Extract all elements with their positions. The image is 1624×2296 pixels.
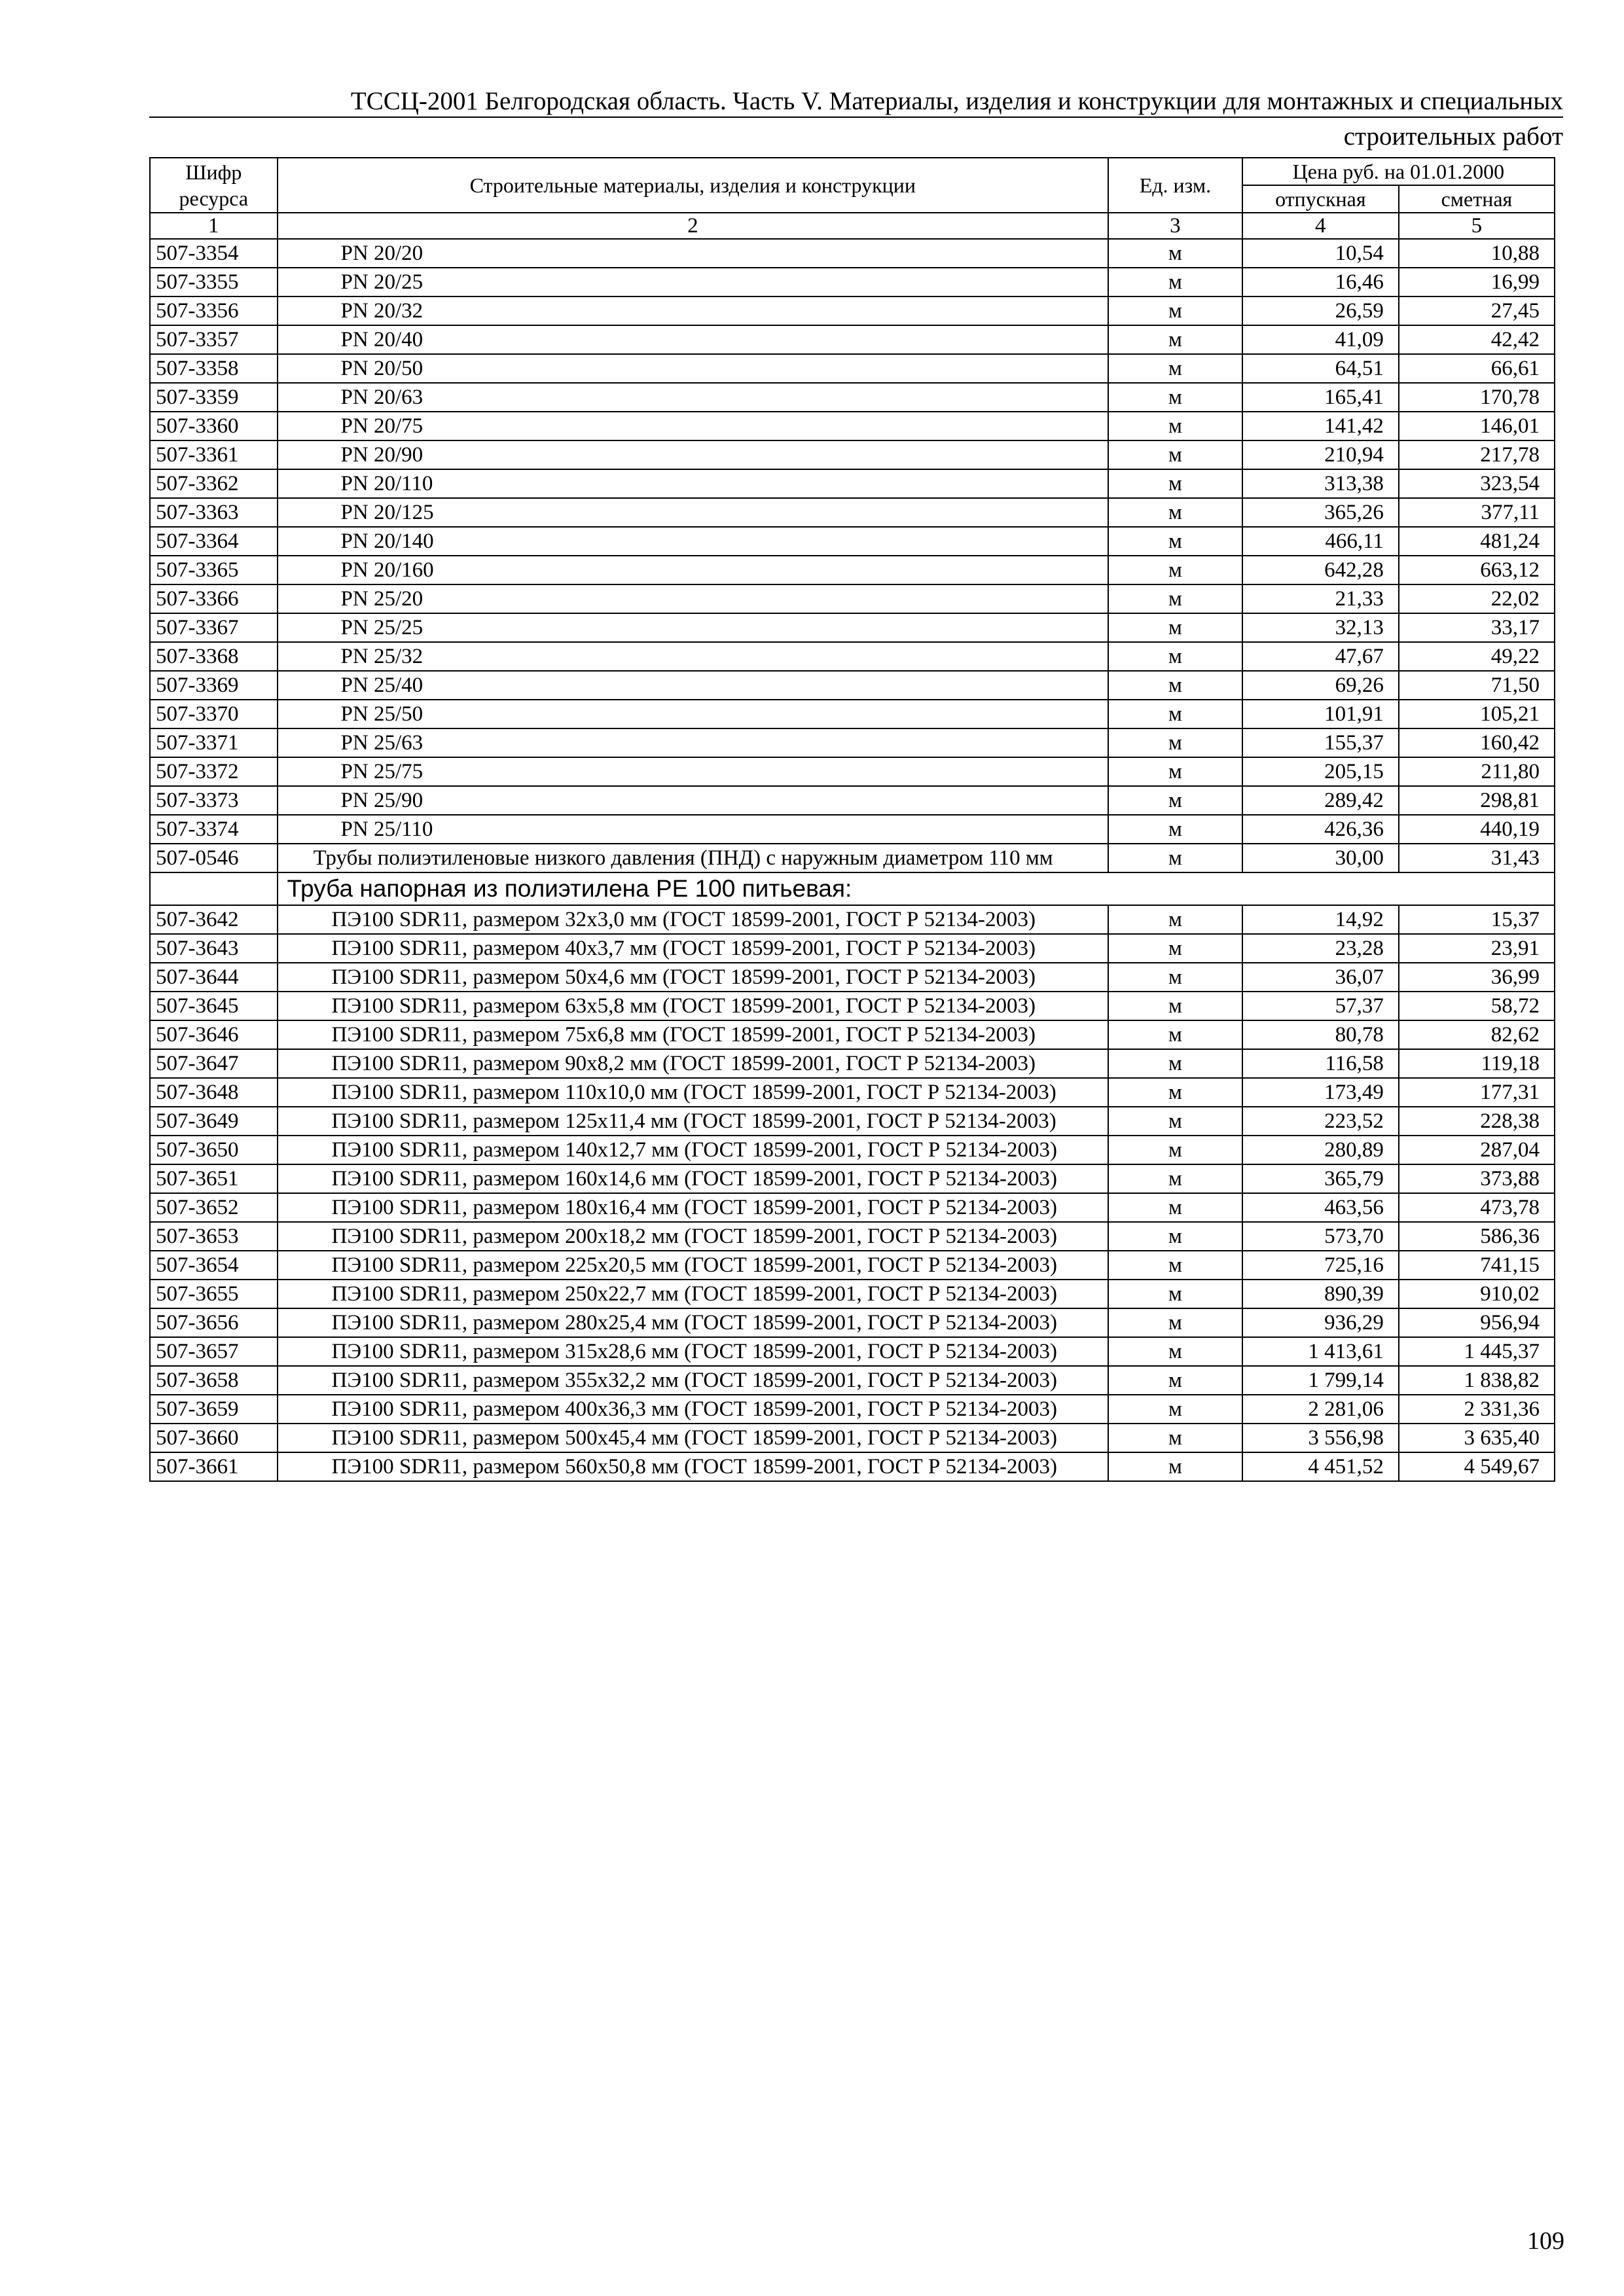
estimate-price: 663,12 [1399,556,1555,584]
unit: м [1108,1424,1242,1452]
unit: м [1108,1136,1242,1164]
sale-price: 223,52 [1242,1107,1399,1136]
table-row [150,412,1555,440]
resource-code: 507-3648 [150,1078,278,1107]
resource-name: PN 20/125 [278,498,1109,527]
resource-code: 507-3365 [150,556,278,584]
table-row [150,642,1555,671]
sale-price: 725,16 [1242,1251,1399,1280]
unit: м [1108,1366,1242,1395]
sale-price: 573,70 [1242,1222,1399,1251]
table-row [150,268,1555,296]
estimate-price: 160,42 [1399,728,1555,757]
estimate-price: 1 445,37 [1399,1337,1555,1366]
resource-name: ПЭ100 SDR11, размером 280х25,4 мм (ГОСТ 18599-2001, ГОСТ Р 52134-2003) [278,1308,1109,1337]
unit: м [1108,383,1242,412]
resource-code: 507-3369 [150,671,278,700]
unit: м [1108,296,1242,325]
group-title: Труба напорная из полиэтилена PE 100 питьевая: [278,872,1555,905]
sale-price: 10,54 [1242,239,1399,268]
estimate-price: 4 549,67 [1399,1452,1555,1481]
sale-price: 205,15 [1242,757,1399,786]
group-header-row [150,872,1555,905]
resource-name: ПЭ100 SDR11, размером 500х45,4 мм (ГОСТ 18599-2001, ГОСТ Р 52134-2003) [278,1424,1109,1452]
table-row [150,1193,1555,1222]
sale-price: 466,11 [1242,527,1399,556]
table-row [150,1337,1555,1366]
resource-name: PN 25/25 [278,613,1109,642]
col-number: 3 [1108,213,1242,239]
resource-code: 507-3661 [150,1452,278,1481]
resource-name: ПЭ100 SDR11, размером 50х4,6 мм (ГОСТ 18599-2001, ГОСТ Р 52134-2003) [278,963,1109,992]
estimate-price: 36,99 [1399,963,1555,992]
unit: м [1108,1251,1242,1280]
unit: м [1108,844,1242,872]
estimate-price: 15,37 [1399,905,1555,934]
resource-code: 507-3359 [150,383,278,412]
estimate-price: 956,94 [1399,1308,1555,1337]
table-row [150,671,1555,700]
resource-name: ПЭ100 SDR11, размером 200х18,2 мм (ГОСТ 18599-2001, ГОСТ Р 52134-2003) [278,1222,1109,1251]
resource-code: 507-3646 [150,1020,278,1049]
unit: м [1108,1107,1242,1136]
resource-code: 507-3660 [150,1424,278,1452]
unit: м [1108,1078,1242,1107]
sale-price: 210,94 [1242,440,1399,469]
table-row [150,440,1555,469]
unit: м [1108,1020,1242,1049]
resource-name: PN 20/160 [278,556,1109,584]
estimate-price: 10,88 [1399,239,1555,268]
resource-name: PN 25/110 [278,815,1109,844]
col-number: 1 [150,213,278,239]
unit: м [1108,325,1242,354]
estimate-price: 1 838,82 [1399,1366,1555,1395]
resource-name: ПЭ100 SDR11, размером 160х14,6 мм (ГОСТ 18599-2001, ГОСТ Р 52134-2003) [278,1164,1109,1193]
sale-price: 14,92 [1242,905,1399,934]
sale-price: 26,59 [1242,296,1399,325]
estimate-price: 211,80 [1399,757,1555,786]
estimate-price: 105,21 [1399,700,1555,728]
resource-code: 507-3372 [150,757,278,786]
resource-name: ПЭ100 SDR11, размером 40х3,7 мм (ГОСТ 18599-2001, ГОСТ Р 52134-2003) [278,934,1109,963]
resource-name: PN 20/110 [278,469,1109,498]
sale-price: 69,26 [1242,671,1399,700]
unit: м [1108,992,1242,1020]
estimate-price: 2 331,36 [1399,1395,1555,1424]
resource-code: 507-3366 [150,584,278,613]
sale-price: 173,49 [1242,1078,1399,1107]
table-row [150,527,1555,556]
unit: м [1108,1222,1242,1251]
resource-code: 507-3658 [150,1366,278,1395]
estimate-price: 119,18 [1399,1049,1555,1078]
resource-code: 507-3356 [150,296,278,325]
sale-price: 80,78 [1242,1020,1399,1049]
sale-price: 4 451,52 [1242,1452,1399,1481]
unit: м [1108,671,1242,700]
sale-price: 30,00 [1242,844,1399,872]
col-number: 5 [1399,213,1555,239]
price-table [149,157,1555,1482]
table-row [150,613,1555,642]
resource-code: 507-3654 [150,1251,278,1280]
table-row [150,757,1555,786]
resource-code: 507-3659 [150,1395,278,1424]
table-row [150,700,1555,728]
unit: м [1108,1280,1242,1308]
estimate-price: 741,15 [1399,1251,1555,1280]
resource-code: 507-3643 [150,934,278,963]
resource-code: 507-3370 [150,700,278,728]
sale-price: 141,42 [1242,412,1399,440]
col-header-name: Строительные материалы, изделия и конструкции [278,158,1109,213]
resource-name: ПЭ100 SDR11, размером 560х50,8 мм (ГОСТ 18599-2001, ГОСТ Р 52134-2003) [278,1452,1109,1481]
resource-name: ПЭ100 SDR11, размером 90х8,2 мм (ГОСТ 18599-2001, ГОСТ Р 52134-2003) [278,1049,1109,1078]
col-header-code: Шифр ресурса [150,158,278,213]
sale-price: 3 556,98 [1242,1424,1399,1452]
table-row [150,728,1555,757]
resource-code: 507-3655 [150,1280,278,1308]
resource-code: 507-3360 [150,412,278,440]
resource-code: 507-3644 [150,963,278,992]
col-number: 4 [1242,213,1399,239]
resource-name: PN 20/140 [278,527,1109,556]
estimate-price: 16,99 [1399,268,1555,296]
estimate-price: 481,24 [1399,527,1555,556]
sale-price: 64,51 [1242,354,1399,383]
sale-price: 1 413,61 [1242,1337,1399,1366]
resource-code: 507-3650 [150,1136,278,1164]
table-row [150,815,1555,844]
sale-price: 365,79 [1242,1164,1399,1193]
resource-name: PN 20/63 [278,383,1109,412]
resource-code: 507-3355 [150,268,278,296]
resource-code: 507-3357 [150,325,278,354]
sale-price: 23,28 [1242,934,1399,963]
resource-name: PN 25/50 [278,700,1109,728]
estimate-price: 440,19 [1399,815,1555,844]
table-row [150,1308,1555,1337]
page-header [149,85,1563,153]
resource-code: 507-3373 [150,786,278,815]
unit: м [1108,584,1242,613]
resource-name: PN 20/90 [278,440,1109,469]
unit: м [1108,1395,1242,1424]
unit: м [1108,1452,1242,1481]
resource-name: ПЭ100 SDR11, размером 110х10,0 мм (ГОСТ 18599-2001, ГОСТ Р 52134-2003) [278,1078,1109,1107]
estimate-price: 586,36 [1399,1222,1555,1251]
sale-price: 1 799,14 [1242,1366,1399,1395]
estimate-price: 228,38 [1399,1107,1555,1136]
resource-name: ПЭ100 SDR11, размером 355х32,2 мм (ГОСТ 18599-2001, ГОСТ Р 52134-2003) [278,1366,1109,1395]
estimate-price: 49,22 [1399,642,1555,671]
header-title-line-1: ТССЦ-2001 Белгородская область. Часть V. Материалы, изделия и конструкции для монтажных и специальных [350,87,1563,115]
header-title-line-2: строительных работ [1343,122,1563,151]
resource-name: PN 20/50 [278,354,1109,383]
estimate-price: 3 635,40 [1399,1424,1555,1452]
table-row [150,1424,1555,1452]
resource-name: PN 25/20 [278,584,1109,613]
resource-code: 507-3647 [150,1049,278,1078]
sale-price: 21,33 [1242,584,1399,613]
sale-price: 313,38 [1242,469,1399,498]
sale-price: 280,89 [1242,1136,1399,1164]
unit: м [1108,728,1242,757]
sale-price: 47,67 [1242,642,1399,671]
resource-name: ПЭ100 SDR11, размером 180х16,4 мм (ГОСТ 18599-2001, ГОСТ Р 52134-2003) [278,1193,1109,1222]
resource-name: ПЭ100 SDR11, размером 315х28,6 мм (ГОСТ 18599-2001, ГОСТ Р 52134-2003) [278,1337,1109,1366]
estimate-price: 23,91 [1399,934,1555,963]
resource-name: PN 20/25 [278,268,1109,296]
resource-code: 507-3651 [150,1164,278,1193]
estimate-price: 373,88 [1399,1164,1555,1193]
col-header-price: Цена руб. на 01.01.2000 [1242,158,1555,185]
page-number: 109 [1527,2227,1564,2255]
estimate-price: 82,62 [1399,1020,1555,1049]
resource-code: 507-3371 [150,728,278,757]
resource-code: 507-3656 [150,1308,278,1337]
table-row [150,1164,1555,1193]
estimate-price: 27,45 [1399,296,1555,325]
table-row [150,469,1555,498]
resource-code: 507-3657 [150,1337,278,1366]
unit: м [1108,1193,1242,1222]
estimate-price: 31,43 [1399,844,1555,872]
resource-name: PN 20/40 [278,325,1109,354]
table-row [150,239,1555,268]
estimate-price: 146,01 [1399,412,1555,440]
estimate-price: 58,72 [1399,992,1555,1020]
estimate-price: 170,78 [1399,383,1555,412]
table-row [150,383,1555,412]
estimate-price: 177,31 [1399,1078,1555,1107]
resource-name: PN 20/20 [278,239,1109,268]
sale-price: 57,37 [1242,992,1399,1020]
sale-price: 41,09 [1242,325,1399,354]
table-row [150,844,1555,872]
unit: м [1108,1049,1242,1078]
sale-price: 642,28 [1242,556,1399,584]
resource-code: 507-3374 [150,815,278,844]
resource-code: 507-3649 [150,1107,278,1136]
resource-code: 507-3645 [150,992,278,1020]
sale-price: 890,39 [1242,1280,1399,1308]
unit: м [1108,1337,1242,1366]
sale-price: 36,07 [1242,963,1399,992]
table-row [150,1280,1555,1308]
estimate-price: 71,50 [1399,671,1555,700]
unit: м [1108,556,1242,584]
unit: м [1108,268,1242,296]
table-row [150,992,1555,1020]
resource-code: 507-0546 [150,844,278,872]
sale-price: 16,46 [1242,268,1399,296]
unit: м [1108,815,1242,844]
unit: м [1108,613,1242,642]
table-row [150,354,1555,383]
resource-code: 507-3367 [150,613,278,642]
resource-code: 507-3354 [150,239,278,268]
resource-code: 507-3364 [150,527,278,556]
unit: м [1108,700,1242,728]
resource-code: 507-3362 [150,469,278,498]
resource-name: PN 25/32 [278,642,1109,671]
unit: м [1108,905,1242,934]
estimate-price: 323,54 [1399,469,1555,498]
table-row [150,556,1555,584]
sale-price: 165,41 [1242,383,1399,412]
table-row [150,1078,1555,1107]
estimate-price: 217,78 [1399,440,1555,469]
resource-name: ПЭ100 SDR11, размером 225х20,5 мм (ГОСТ 18599-2001, ГОСТ Р 52134-2003) [278,1251,1109,1280]
resource-name: PN 25/75 [278,757,1109,786]
unit: м [1108,1308,1242,1337]
unit: м [1108,354,1242,383]
unit: м [1108,527,1242,556]
unit: м [1108,934,1242,963]
resource-code: 507-3642 [150,905,278,934]
sale-price: 155,37 [1242,728,1399,757]
estimate-price: 910,02 [1399,1280,1555,1308]
resource-name: ПЭ100 SDR11, размером 400х36,3 мм (ГОСТ 18599-2001, ГОСТ Р 52134-2003) [278,1395,1109,1424]
estimate-price: 42,42 [1399,325,1555,354]
table-row [150,1020,1555,1049]
table-row [150,1395,1555,1424]
table-row [150,934,1555,963]
col-header-unit: Ед. изм. [1108,158,1242,213]
unit: м [1108,412,1242,440]
estimate-price: 473,78 [1399,1193,1555,1222]
estimate-price: 22,02 [1399,584,1555,613]
sale-price: 32,13 [1242,613,1399,642]
resource-name: ПЭ100 SDR11, размером 250х22,7 мм (ГОСТ 18599-2001, ГОСТ Р 52134-2003) [278,1280,1109,1308]
estimate-price: 66,61 [1399,354,1555,383]
resource-code: 507-3363 [150,498,278,527]
sale-price: 2 281,06 [1242,1395,1399,1424]
table-row [150,905,1555,934]
resource-name: Трубы полиэтиленовые низкого давления (ПНД) с наружным диаметром 110 мм [278,844,1109,872]
unit: м [1108,757,1242,786]
table-row [150,1049,1555,1078]
resource-name: PN 20/32 [278,296,1109,325]
table-row [150,325,1555,354]
table-row [150,963,1555,992]
table-row [150,1136,1555,1164]
col-header-estimate-price: сметная [1399,185,1555,213]
table-row [150,498,1555,527]
unit: м [1108,239,1242,268]
resource-code: 507-3358 [150,354,278,383]
unit: м [1108,1164,1242,1193]
table-row [150,1222,1555,1251]
table-row [150,584,1555,613]
resource-name: ПЭ100 SDR11, размером 140х12,7 мм (ГОСТ 18599-2001, ГОСТ Р 52134-2003) [278,1136,1109,1164]
table-row [150,1107,1555,1136]
sale-price: 463,56 [1242,1193,1399,1222]
unit: м [1108,642,1242,671]
estimate-price: 298,81 [1399,786,1555,815]
resource-name: PN 25/63 [278,728,1109,757]
estimate-price: 287,04 [1399,1136,1555,1164]
unit: м [1108,963,1242,992]
resource-name: PN 20/75 [278,412,1109,440]
unit: м [1108,440,1242,469]
col-header-sale-price: отпускная [1242,185,1399,213]
sale-price: 365,26 [1242,498,1399,527]
sale-price: 936,29 [1242,1308,1399,1337]
resource-name: PN 25/90 [278,786,1109,815]
table-row [150,296,1555,325]
table-row [150,786,1555,815]
unit: м [1108,498,1242,527]
resource-name: PN 25/40 [278,671,1109,700]
col-number: 2 [278,213,1109,239]
resource-code: 507-3653 [150,1222,278,1251]
sale-price: 101,91 [1242,700,1399,728]
table-row [150,1452,1555,1481]
resource-name: ПЭ100 SDR11, размером 32х3,0 мм (ГОСТ 18599-2001, ГОСТ Р 52134-2003) [278,905,1109,934]
table-row [150,1366,1555,1395]
resource-name: ПЭ100 SDR11, размером 125х11,4 мм (ГОСТ 18599-2001, ГОСТ Р 52134-2003) [278,1107,1109,1136]
resource-code: 507-3368 [150,642,278,671]
resource-code: 507-3652 [150,1193,278,1222]
estimate-price: 377,11 [1399,498,1555,527]
unit: м [1108,786,1242,815]
sale-price: 116,58 [1242,1049,1399,1078]
sale-price: 426,36 [1242,815,1399,844]
sale-price: 289,42 [1242,786,1399,815]
table-row [150,1251,1555,1280]
resource-name: ПЭ100 SDR11, размером 75х6,8 мм (ГОСТ 18599-2001, ГОСТ Р 52134-2003) [278,1020,1109,1049]
unit: м [1108,469,1242,498]
resource-code: 507-3361 [150,440,278,469]
resource-name: ПЭ100 SDR11, размером 63х5,8 мм (ГОСТ 18599-2001, ГОСТ Р 52134-2003) [278,992,1109,1020]
estimate-price: 33,17 [1399,613,1555,642]
